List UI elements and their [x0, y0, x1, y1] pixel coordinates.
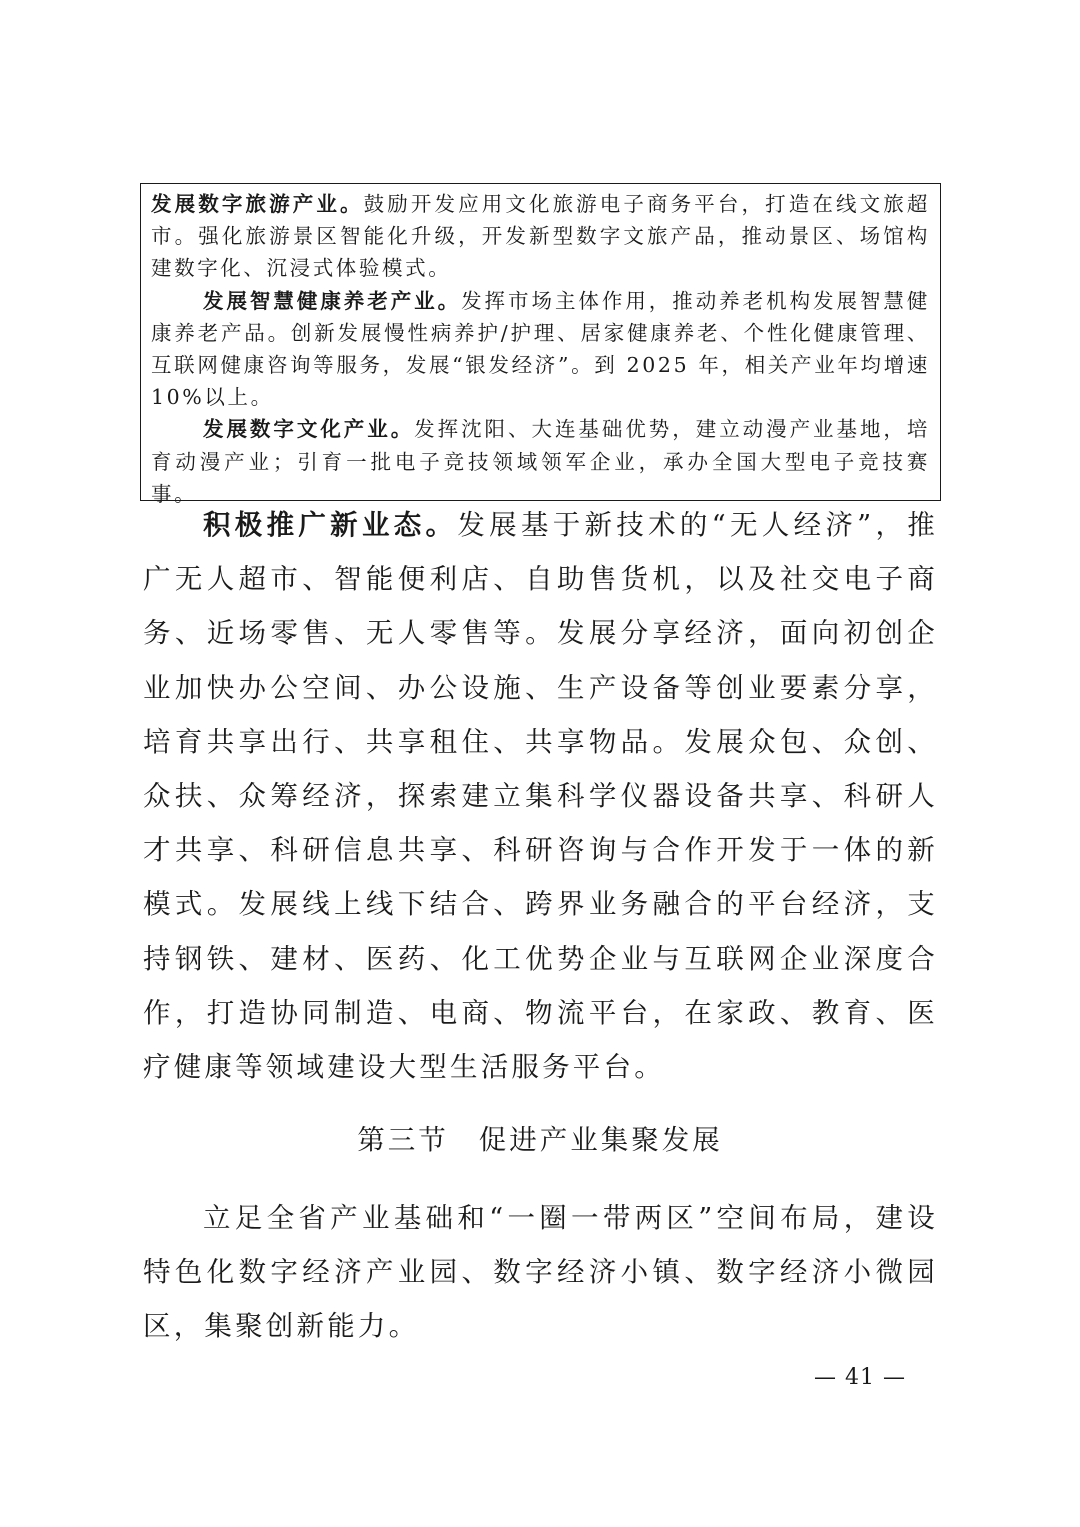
- section-heading: [0, 1120, 1080, 1160]
- box-item-digital-tourism: [151, 188, 930, 285]
- paragraph-lead: 积极推广新业态。: [203, 509, 458, 541]
- paragraph-text: 立足全省产业基础和“一圈一带两区”空间布局，建设特色化数字经济产业园、数字经济小镇、数字经济小微园区，集聚创新能力。: [143, 1202, 938, 1343]
- box-item-digital-culture: [151, 413, 930, 510]
- box-item-smart-health-elderly-care: [151, 285, 930, 414]
- paragraph-text: 发展基于新技术的“无人经济”，推广无人超市、智能便利店、自助售货机，以及社交电子商务、近场零售、无人零售等。发展分享经济，面向初创企业加快办公空间、办公设施、生产设备等创业要素分享，培育共享出行、共享租住、共享物品。发展众包、众创、众扶、众筹经济，探索建立集科学仪器设备共享、科研人才共享、科研信息共享、科研咨询与合作开发于一体的新模式。发展线上线下结合、跨界业务融合的平台经济，支持钢铁、建材、医药、化工优势企业与互联网企业深度合作，打造协同制造、电商、物流平台，在家政、教育、医疗健康等领域建设大型生活服务平台。: [143, 509, 938, 1084]
- page-number: — 41 —: [814, 1365, 906, 1390]
- section-title: 促进产业集聚发展: [478, 1124, 723, 1156]
- box-item-lead: 发展数字旅游产业。: [151, 192, 364, 216]
- box-item-lead: 发展数字文化产业。: [203, 417, 415, 442]
- paragraph-new-business-forms: [143, 498, 938, 1094]
- highlight-box: [140, 183, 941, 506]
- box-item-text: 发挥市场主体作用，推动养老机构发展智慧健康养老产品。创新发展慢性病养护/护理、居家健康养老、个性化健康管理、互联网健康咨询等服务，发展“银发经济”。到 2025 年，相关产业年均增速 10%以上。: [151, 288, 930, 410]
- box-item-text: 鼓励开发应用文化旅游电子商务平台，打造在线文旅超市。强化旅游景区智能化升级，开发新型数字文旅产品，推动景区、场馆构建数字化、沉浸式体验模式。: [151, 192, 930, 281]
- box-item-lead: 发展智慧健康养老产业。: [203, 288, 462, 313]
- section-number: 第三节: [357, 1124, 449, 1156]
- box-item-text: 发挥沈阳、大连基础优势，建立动漫产业基地，培育动漫产业；引育一批电子竞技领域领军企业，承办全国大型电子竞技赛事。: [151, 417, 930, 506]
- paragraph-industry-cluster: [143, 1191, 938, 1354]
